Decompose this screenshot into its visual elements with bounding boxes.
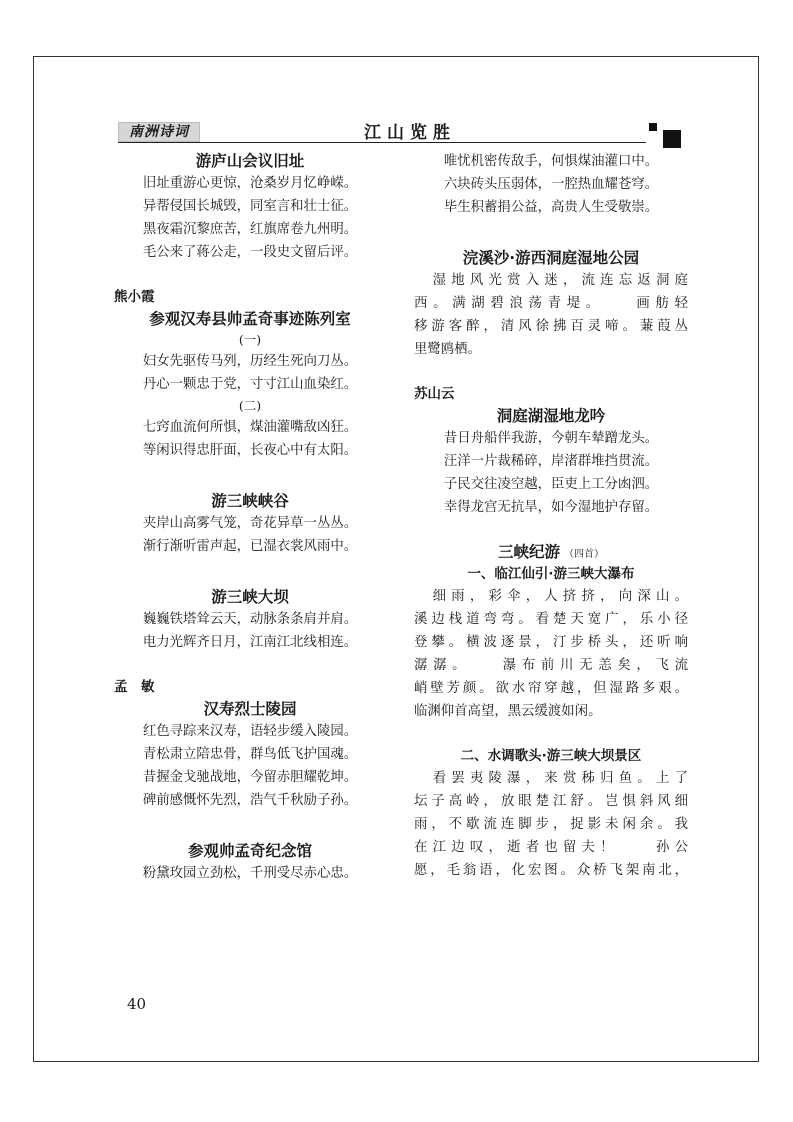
poem-sanxia-dam [114, 586, 386, 654]
author-name: 苏山云 [414, 386, 455, 402]
poem-line: 里鹭鸥栖。 [414, 342, 481, 357]
section-title: 江山览胜 [364, 123, 456, 143]
poem-line: 毛公来了蒋公走，一段史文留后评。 [142, 245, 358, 260]
poem-title: 洞庭湖湿地龙吟 [496, 407, 606, 425]
poem-line: 电力光辉齐日月，江南江北线相连。 [142, 635, 358, 650]
poem-line: 西。满湖碧浪荡青堤。 画舫轻 [414, 296, 688, 311]
poem-line: 异帮侵国长城毁，同室言和壮士征。 [142, 199, 358, 214]
poem-line: 巍巍铁塔耸云天，动脉条条肩并肩。 [142, 612, 358, 627]
poem-dongting-dragon [414, 405, 688, 519]
poem-line: 湿地风光赏入迷，流连忘返洞庭 [414, 273, 688, 288]
column-tag: 南洲诗词 [118, 122, 200, 142]
poem-line: 青松肃立陪忠骨，群鸟低飞护国魂。 [142, 747, 358, 762]
poem-title: 游三峡峡谷 [211, 492, 289, 510]
poem-part-number: (二) [238, 398, 262, 413]
poem-line: 六块砖头压弱体，一腔热血耀苍穹。 [443, 177, 659, 192]
poem-title: 参观汉寿县帅孟奇事迹陈列室 [149, 310, 351, 328]
left-column [114, 150, 386, 885]
poem-line: 移游客醉，清风徐拂百灵啼。蒹葭丛 [414, 319, 688, 334]
poem-line: 潺潺。 瀑布前川无恙矣，飞流 [414, 658, 688, 673]
poem-line: 登攀。横波逐景，汀步桥头，还听响 [414, 635, 688, 650]
poem-line: 碑前感慨怀先烈，浩气千秋励子孙。 [142, 793, 358, 808]
poem-line: 昔日舟船伴我游，今朝车辇蹭龙头。 [443, 431, 659, 446]
poem-line: 幸得龙宫无抗旱，如今湿地护存留。 [443, 500, 659, 515]
poem-shuaimengqi-exhibit [114, 308, 386, 462]
poem-line: 黑夜霜沉黎庶苦，红旗席卷九州明。 [142, 222, 358, 237]
poem-line: 等闲识得忠肝面，长夜心中有太阳。 [142, 443, 358, 458]
poem-title: 参观帅孟奇纪念馆 [187, 842, 312, 860]
poem-subtitle: 二、水调歌头·游三峡大坝景区 [460, 748, 642, 764]
poem-part-number: (一) [238, 332, 262, 347]
author-name: 熊小霞 [114, 289, 155, 305]
poem-line: 雨，不歇流连脚步，捉影未闲余。我 [414, 817, 688, 832]
poem-line: 丹心一颗忠于党，寸寸江山血染红。 [142, 377, 358, 392]
poem-title: 游三峡大坝 [211, 588, 289, 606]
poem-line: 旧址重游心更惊，沧桑岁月忆峥嵘。 [142, 176, 358, 191]
poem-line: 看罢夷陵瀑，来赏秭归鱼。上了 [414, 771, 688, 786]
poem-line: 红色寻踪来汉寿，语轻步缓入陵园。 [142, 724, 358, 739]
poem-line: 愿，毛翁语，化宏图。众桥飞架南北， [414, 863, 688, 878]
right-column [414, 150, 688, 882]
decor-square-large [663, 130, 681, 148]
poem-line: 溪边栈道弯弯。看楚天宽广，乐小径 [414, 612, 688, 627]
page-number: 40 [127, 995, 147, 1013]
poem-west-dongting-wetland [414, 247, 688, 361]
author-name: 孟 敏 [114, 679, 155, 695]
poem-title-text: 三峡纪游 [497, 543, 560, 561]
decor-square-small [649, 123, 657, 131]
poem-line: 粉黛玫园立劲松，千刑受尽赤心忠。 [142, 866, 358, 881]
poem-title: 浣溪沙·游西洞庭湿地公园 [462, 249, 640, 267]
poem-line: 在江边叹，逝者也留夫！ 孙公 [414, 840, 688, 855]
poem-line: 七窍血流何所惧，煤油灌嘴敌凶狂。 [142, 420, 358, 435]
poem-line: 子民交往凌空越，臣吏上工分凼泗。 [443, 477, 659, 492]
poem-title: 游庐山会议旧址 [195, 152, 305, 170]
poem-line: 夹岸山高雾气笼，奇花异草一丛丛。 [142, 516, 358, 531]
poem-line: 妇女先驱传马列，历经生死向刀丛。 [142, 354, 358, 369]
poem-line: 峭壁芳颜。欲水帘穿越，但湿路多艰。 [414, 681, 688, 696]
poem-title: 汉寿烈士陵园 [203, 700, 297, 718]
poem-lushan [114, 150, 386, 264]
poem-line: 坛子高岭，放眼楚江舒。岂惧斜风细 [414, 794, 688, 809]
poem-count-note: （四首） [564, 549, 604, 560]
poem-line: 渐行渐听雷声起，已湿衣裳风雨中。 [142, 539, 358, 554]
poem-title [414, 541, 688, 563]
poem-line: 毕生积蓄捐公益，高贵人生受敬崇。 [443, 200, 659, 215]
poem-memorial-hall [114, 840, 386, 885]
poem-line: 唯忧机密传敌手，何惧煤油灌口中。 [443, 154, 659, 169]
poem-line: 细雨，彩伞，人挤挤，向深山。 [414, 589, 688, 604]
poem-line: 昔握金戈驰战地，今留赤胆耀乾坤。 [142, 770, 358, 785]
poem-martyrs-cemetery [114, 698, 386, 812]
poem-sanxia-travels [414, 541, 688, 882]
header-rule [118, 142, 646, 143]
poem-line: 临渊仰首高望，黑云缓渡如闲。 [414, 704, 602, 719]
poem-sanxia-canyon [114, 490, 386, 558]
poem-subtitle: 一、临江仙引·游三峡大瀑布 [467, 566, 635, 582]
poem-line: 汪洋一片裁稀碎，岸渚群堆挡贯流。 [443, 454, 659, 469]
poem-memorial-hall-cont [414, 150, 688, 219]
